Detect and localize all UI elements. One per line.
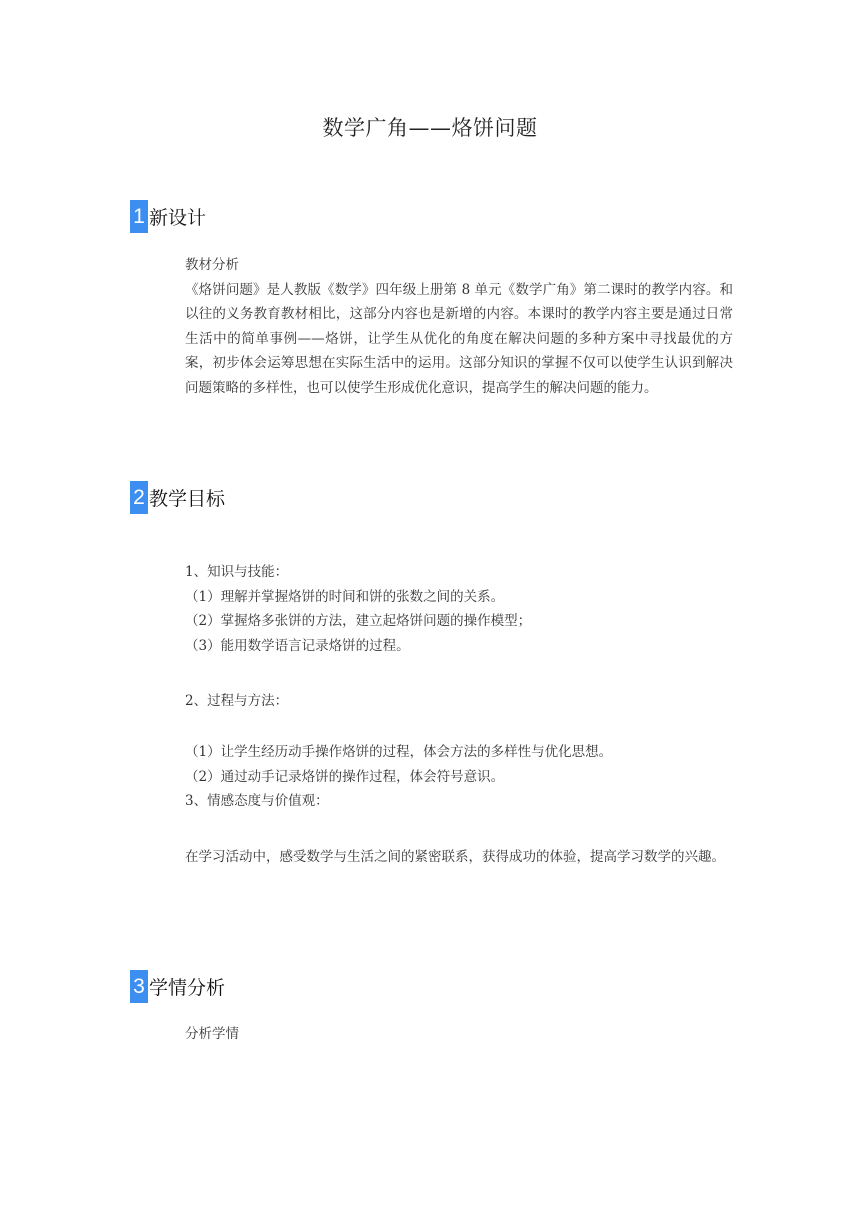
goal-item: （2）掌握烙多张饼的方法，建立起烙饼问题的操作模型； — [185, 613, 532, 629]
document-title: 数学广角——烙饼问题 — [322, 116, 538, 140]
goal-attitude-values — [185, 845, 733, 870]
section-heading-2 — [130, 481, 225, 514]
goal-knowledge-skills — [185, 560, 733, 658]
section-title: 新设计 — [149, 207, 207, 229]
textbook-analysis-paragraph: 《烙饼问题》是人教版《数学》四年级上册第 8 单元《数学广角》第二课时的教学内容。和以往的义务教育教材相比，这部分内容也是新增的内容。本课时的教学内容主要是通过日常生活中的简单事例——烙饼，让学生从优化的角度在解决问题的多种方案中寻找最优的方案，初步体会运筹思想在实际生活中的运用。这部分知识的掌握不仅可以使学生认识到解决问题策略的多样性，也可以使学生形成优化意识，提高学生的解决问题的能力。 — [185, 281, 733, 396]
section-1-body — [185, 253, 733, 400]
goal-process-method — [185, 689, 733, 714]
section-3-body — [185, 1022, 733, 1047]
section-heading-3 — [130, 970, 225, 1003]
goal-item: （1）理解并掌握烙饼的时间和饼的张数之间的关系。 — [185, 588, 505, 605]
goal-item: （1）让学生经历动手操作烙饼的过程，体会方法的多样性与优化思想。 — [185, 744, 613, 760]
goal-item: （3）能用数学语言记录烙饼的过程。 — [185, 637, 410, 654]
section-title: 学情分析 — [149, 977, 226, 999]
section-title: 教学目标 — [149, 488, 226, 510]
subheading-student-analysis: 分析学情 — [185, 1026, 239, 1042]
subheading-textbook-analysis: 教材分析 — [185, 257, 239, 273]
section-number-badge: 2 — [130, 481, 148, 514]
section-number-badge: 1 — [130, 200, 148, 233]
goal-process-method-items — [185, 740, 733, 814]
attitude-paragraph: 在学习活动中，感受数学与生活之间的紧密联系，获得成功的体验，提高学习数学的兴趣。 — [185, 849, 725, 865]
section-number-badge: 3 — [130, 970, 148, 1003]
goal-heading: 2、过程与方法： — [185, 693, 289, 709]
goal-heading: 3、情感态度与价值观： — [185, 793, 329, 809]
goal-item: （2）通过动手记录烙饼的操作过程，体会符号意识。 — [185, 768, 505, 785]
goal-heading: 1、知识与技能： — [185, 564, 289, 580]
section-heading-1 — [130, 200, 206, 233]
